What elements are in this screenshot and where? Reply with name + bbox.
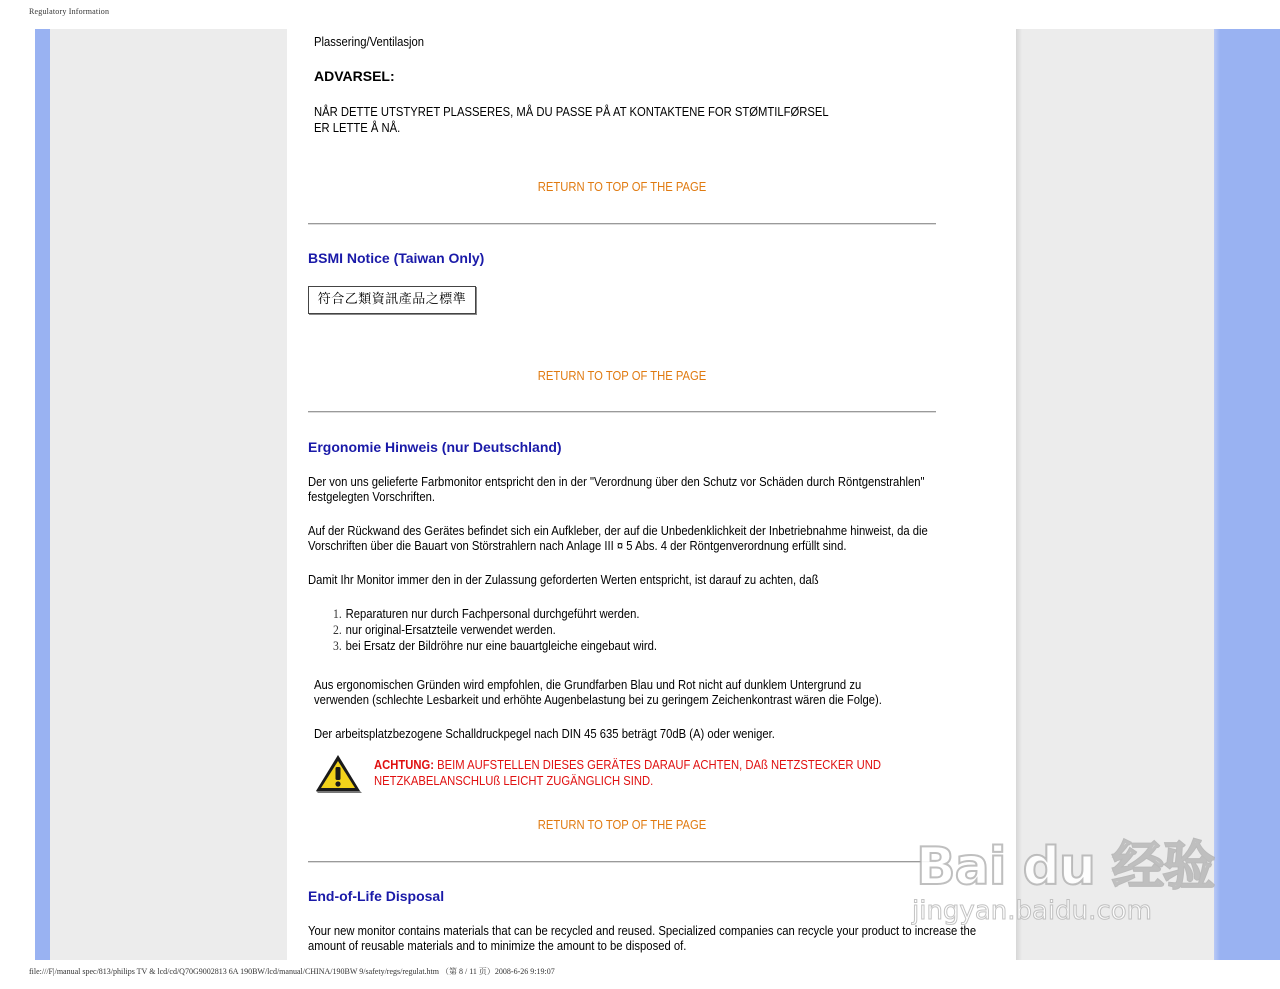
ergonomie-p2-line1: Auf der Rückwand des Gerätes befindet sich ein Aufkleber, der auf die Unbedenklichkeit der Inbetriebnahme hinweist, da die: [308, 524, 928, 538]
list-item-text: bei Ersatz der Bildröhre nur eine bauartgleiche eingebaut wird.: [345, 639, 658, 653]
bsmi-heading: BSMI Notice (Taiwan Only): [308, 250, 485, 266]
document-title: Regulatory Information: [29, 7, 110, 16]
list-item-number: 3.: [333, 638, 342, 653]
ergonomie-p1-line2: festgelegten Vorschriften.: [308, 490, 435, 504]
achtung-line2: NETZKABELANSCHLUß LEICHT ZUGÄNGLICH SIND.: [374, 774, 654, 788]
ergonomie-p4-line1: Aus ergonomischen Gründen wird empfohlen, die Grundfarben Blau und Rot nicht auf dunklem Untergrund zu: [314, 678, 862, 692]
ergonomie-p1-line1: Der von uns gelieferte Farbmonitor entspricht den in der "Verordnung über den Schutz vor Schäden durch Röntgenstrahlen": [308, 475, 925, 489]
left-blue-band: [35, 29, 50, 960]
watermark-logo: Bai du 经验: [916, 837, 1214, 897]
bsmi-notice-box: 符合乙類資訊產品之標準: [308, 286, 476, 314]
ergonomie-p3: Damit Ihr Monitor immer den in der Zulassung geforderten Werten entspricht, ist darauf zu achten, daß: [308, 573, 819, 587]
achtung-label: ACHTUNG:: [374, 758, 435, 772]
footer-file-path: file:///F|/manual spec/813/philips TV & lcd/cd/Q70G9002813 6A 190BW/lcd/manual/CHINA/190BW 9/safety/regs/regulat.htm （第 8 / 11 页）2008-6-26 9:19:07: [29, 967, 555, 976]
eol-heading: End-of-Life Disposal: [308, 888, 445, 904]
right-blue-band-edge: [1214, 29, 1220, 960]
list-item: [333, 638, 657, 654]
advarsel-label: ADVARSEL:: [314, 68, 395, 84]
norway-heading: Plassering/Ventilasjon: [314, 35, 425, 49]
achtung-text: BEIM AUFSTELLEN DIESES GERÄTES DARAUF ACHTEN, DAß NETZSTECKER UND: [434, 758, 881, 772]
right-gray-band-edge: [1016, 29, 1022, 960]
requirements-list: [333, 606, 657, 654]
right-blue-band: [1214, 29, 1280, 960]
list-item-number: 2.: [333, 622, 342, 637]
list-item: [333, 606, 657, 622]
achtung-line1: [374, 757, 881, 773]
return-to-top-link[interactable]: RETURN TO TOP OF THE PAGE: [537, 369, 707, 383]
list-item-text: Reparaturen nur durch Fachpersonal durchgeführt werden.: [345, 607, 640, 621]
ergonomie-p4-line2: verwenden (schlechte Lesbarkeit und erhöhte Augenbelastung bei zu geringem Zeichenkontrast wären die Folge).: [314, 693, 882, 707]
section-divider: [308, 861, 936, 863]
left-gray-band: [50, 29, 287, 960]
ergonomie-heading: Ergonomie Hinweis (nur Deutschland): [308, 439, 562, 455]
section-divider: [308, 411, 936, 413]
watermark-url: jingyan.baidu.com: [912, 896, 1152, 926]
list-item-text: nur original-Ersatzteile verwendet werden.: [345, 623, 556, 637]
eol-p1-line1: Your new monitor contains materials that can be recycled and reused. Specialized companies can recycle your product to increase the: [308, 924, 977, 938]
eol-p1-line2: amount of reusable materials and to minimize the amount to be disposed of.: [308, 939, 687, 953]
advarsel-text-line2: ER LETTE Å NÅ.: [314, 121, 401, 135]
warning-triangle-icon: [314, 752, 362, 794]
list-item-number: 1.: [333, 606, 342, 621]
right-gray-band: [1016, 29, 1214, 960]
return-to-top-link[interactable]: RETURN TO TOP OF THE PAGE: [537, 180, 707, 194]
section-divider: [308, 223, 936, 225]
list-item: [333, 622, 657, 638]
ergonomie-p2-line2: Vorschriften über die Bauart von Störstrahlern nach Anlage III ¤ 5 Abs. 4 der Röntgenverordnung erfüllt sind.: [308, 539, 847, 553]
advarsel-text-line1: NÅR DETTE UTSTYRET PLASSERES, MÅ DU PASSE PÅ AT KONTAKTENE FOR STØMTILFØRSEL: [314, 105, 829, 119]
return-to-top-link[interactable]: RETURN TO TOP OF THE PAGE: [537, 818, 707, 832]
ergonomie-p5: Der arbeitsplatzbezogene Schalldruckpegel nach DIN 45 635 beträgt 70dB (A) oder weniger.: [314, 727, 775, 741]
